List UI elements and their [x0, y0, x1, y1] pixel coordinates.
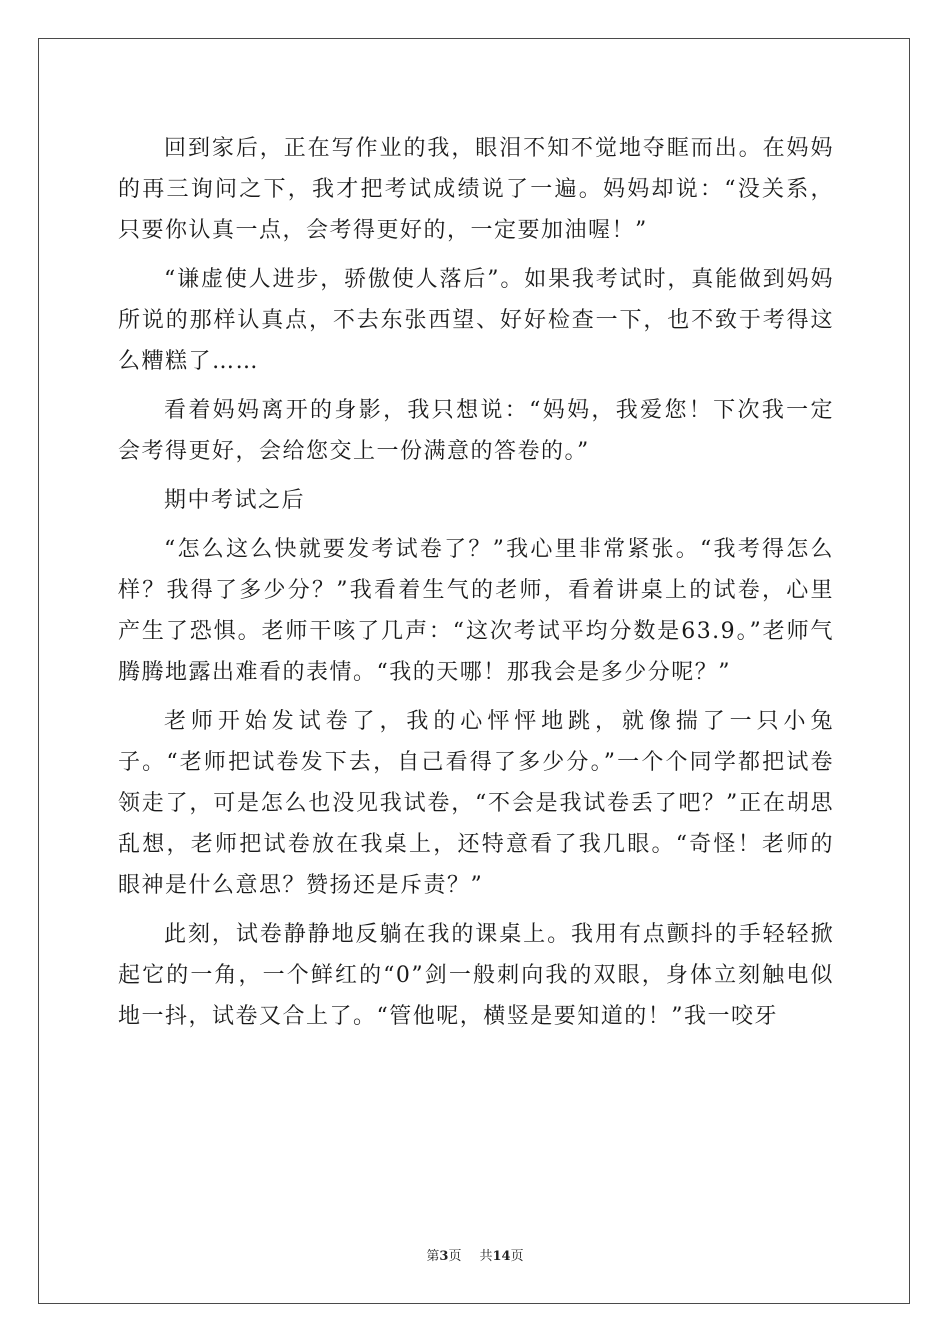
document-body: [118, 128, 834, 1037]
total-suffix: 页: [510, 1249, 524, 1264]
paragraph: 回到家后，正在写作业的我，眼泪不知不觉地夺眶而出。在妈妈的再三询问之下，我才把考试成绩说了一遍。妈妈却说：“没关系，只要你认真一点，会考得更好的，一定要加油喔！”: [118, 136, 834, 243]
total-prefix: 共: [479, 1249, 493, 1264]
paragraph: 看着妈妈离开的身影，我只想说：“妈妈，我爱您！下次我一定会考得更好，会给您交上一份满意的答卷的。”: [118, 398, 834, 464]
page-footer: [0, 1245, 950, 1264]
section-title: 期中考试之后: [164, 488, 306, 513]
page-prefix: 第: [426, 1249, 440, 1264]
paragraph: 此刻，试卷静静地反躺在我的课桌上。我用有点颤抖的手轻轻掀起它的一角，一个鲜红的“0”剑一般刺向我的双眼，身体立刻触电似地一抖，试卷又合上了。“管他呢，横竖是要知道的！”我一咬牙: [118, 922, 834, 1029]
paragraph: “谦虚使人进步，骄傲使人落后”。如果我考试时，真能做到妈妈所说的那样认真点，不去东张西望、好好检查一下，也不致于考得这么糟糕了……: [118, 267, 834, 374]
paragraph: “怎么这么快就要发考试卷了？”我心里非常紧张。“我考得怎么样？我得了多少分？”我看着生气的老师，看着讲桌上的试卷，心里产生了恐惧。老师干咳了几声：“这次考试平均分数是63.9。”老师气腾腾地露出难看的表情。“我的天哪！那我会是多少分呢？”: [118, 537, 834, 685]
paragraph: 老师开始发试卷了，我的心怦怦地跳，就像揣了一只小兔子。“老师把试卷发下去，自己看得了多少分。”一个个同学都把试卷领走了，可是怎么也没见我试卷，“不会是我试卷丢了吧？”正在胡思乱想，老师把试卷放在我桌上，还特意看了我几眼。“奇怪！老师的眼神是什么意思？赞扬还是斥责？”: [118, 709, 834, 898]
total-pages: 14: [492, 1249, 511, 1264]
page-suffix: 页: [448, 1249, 462, 1264]
page-number: 3: [439, 1249, 449, 1264]
